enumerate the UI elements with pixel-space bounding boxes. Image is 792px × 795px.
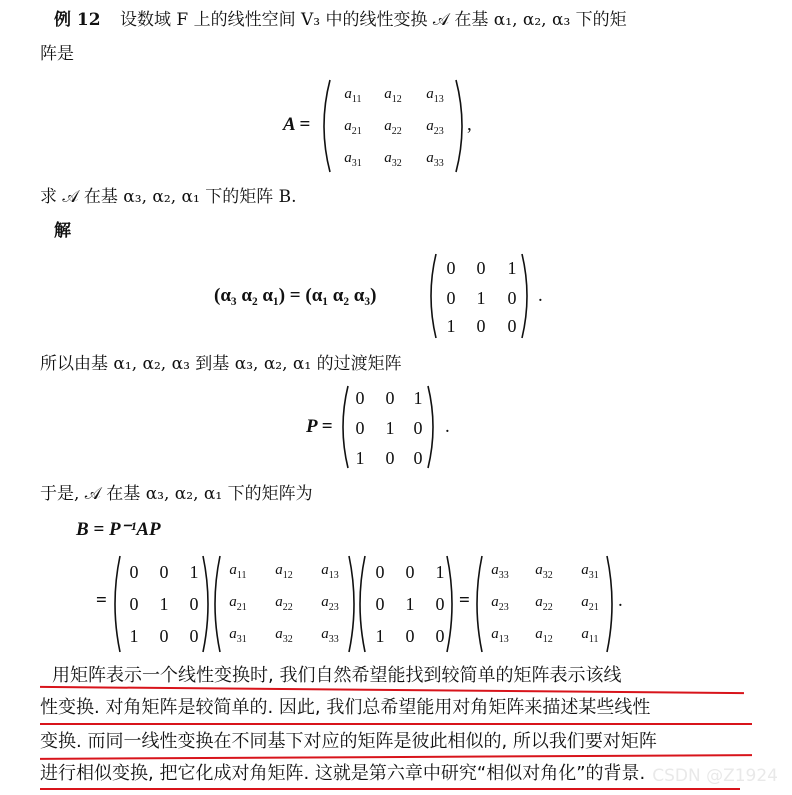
matrix-cell: $a_{21}$ [229, 594, 247, 613]
matrix-cell: 0 [507, 316, 517, 336]
m3-cells [360, 552, 454, 656]
watermark: CSDN @Z1924 [652, 766, 778, 786]
matrix-cell: 0 [129, 562, 139, 582]
matrix-cell: $a_{33}$ [491, 562, 509, 581]
matrix-cell: 0 [476, 258, 486, 278]
product-eq: = [96, 590, 107, 611]
matrix-cell: 0 [129, 594, 139, 614]
matrix-cell: 0 [355, 388, 365, 408]
paragraph-line-1: 用矩阵表示一个线性变换时, 我们自然希望能找到较简单的矩阵表示该线 [52, 665, 622, 686]
matrix-cell: 0 [405, 626, 415, 646]
matrix-cell: $a_{31}$ [344, 150, 362, 169]
product-eq2: = [459, 590, 470, 611]
matrix-cell: $a_{31}$ [581, 562, 599, 581]
matrix-cell: $a_{13}$ [426, 86, 444, 105]
matrix-a-lhs: A = [283, 114, 311, 135]
matrix-cell: $a_{12}$ [384, 86, 402, 105]
matrix-cell: $a_{33}$ [426, 150, 444, 169]
b-formula: B = P⁻¹AP [76, 519, 161, 540]
matrix-cell: $a_{21}$ [581, 594, 599, 613]
matrix-cell: 1 [129, 626, 139, 646]
matrix-cell: $a_{13}$ [491, 626, 509, 645]
matrix-cell: 0 [476, 316, 486, 336]
matrix-cell: $a_{22}$ [384, 118, 402, 137]
matrix-cell: 1 [435, 562, 445, 582]
matrix-cell: $a_{21}$ [344, 118, 362, 137]
result-text: 于是, 𝒜 在基 α₃, α₂, α₁ 下的矩阵为 [40, 484, 313, 504]
matrix-cell: 0 [405, 562, 415, 582]
example-label: 例 12 [54, 10, 101, 30]
matrix-cell: $a_{32}$ [275, 626, 293, 645]
matrix-cell: $a_{22}$ [535, 594, 553, 613]
matrix-cell: $a_{22}$ [275, 594, 293, 613]
example-text: 设数域 F 上的线性空间 V₃ 中的线性变换 𝒜 在基 α₁, α₂, α₃ 下的矩 [119, 10, 627, 30]
example-line-2: 阵是 [40, 44, 74, 64]
matrix-a-cells [318, 76, 468, 176]
matrix-cell: $a_{32}$ [535, 562, 553, 581]
matrix-cell: 0 [413, 418, 423, 438]
matrix-cell: $a_{12}$ [275, 562, 293, 581]
paragraph-line-3: 变换. 而同一线性变换在不同基下对应的矩阵是彼此相似的, 所以我们要对矩阵 [40, 731, 657, 752]
matrix-cell: 0 [385, 388, 395, 408]
matrix-p-cells [338, 382, 438, 472]
underline-2 [40, 723, 752, 725]
matrix-cell: 1 [189, 562, 199, 582]
basis-eq-trail: . [538, 285, 543, 306]
matrix-cell: 0 [507, 288, 517, 308]
product-trail: . [618, 590, 623, 611]
matrix-cell: $a_{32}$ [384, 150, 402, 169]
matrix-cell: 0 [435, 626, 445, 646]
matrix-cell: $a_{11}$ [344, 86, 362, 105]
matrix-cell: 0 [446, 258, 456, 278]
matrix-cell: 0 [189, 626, 199, 646]
question-text: 求 𝒜 在基 α₃, α₂, α₁ 下的矩阵 B. [40, 187, 297, 207]
underline-4 [40, 788, 740, 790]
matrix-cell: 0 [375, 562, 385, 582]
matrix-cell: 1 [507, 258, 517, 278]
matrix-cell: $a_{23}$ [491, 594, 509, 613]
matrix-cell: 1 [476, 288, 486, 308]
matrix-cell: 0 [375, 594, 385, 614]
m4-cells [478, 552, 614, 656]
matrix-p-lhs: P = [306, 416, 333, 437]
matrix-cell: 1 [405, 594, 415, 614]
matrix-cell: 0 [159, 626, 169, 646]
matrix-cell: 0 [189, 594, 199, 614]
matrix-cell: $a_{31}$ [229, 626, 247, 645]
m1-cells [114, 552, 210, 656]
matrix-cell: $a_{33}$ [321, 626, 339, 645]
matrix-cell: 1 [385, 418, 395, 438]
paragraph-line-4: 进行相似变换, 把它化成对角矩阵. 这就是第六章中研究“相似对角化”的背景. [40, 763, 646, 784]
matrix-cell: 1 [375, 626, 385, 646]
matrix-cell: 1 [413, 388, 423, 408]
matrix-p-trail: . [445, 416, 450, 437]
paragraph-line-2: 性变换. 对角矩阵是较简单的. 因此, 我们总希望能用对角矩阵来描述某些线性 [40, 697, 651, 718]
basis-eq-lhs: (α₃ α₂ α₁) = (α₁ α₂ α₃) [214, 285, 377, 306]
solution-label: 解 [54, 221, 71, 241]
matrix-cell: $a_{11}$ [581, 626, 599, 645]
basis-matrix-cells [426, 250, 532, 342]
matrix-cell: 1 [355, 448, 365, 468]
matrix-cell: 1 [446, 316, 456, 336]
m2-cells [216, 552, 354, 656]
matrix-cell: $a_{12}$ [535, 626, 553, 645]
matrix-cell: 0 [446, 288, 456, 308]
matrix-cell: 0 [159, 562, 169, 582]
matrix-cell: 1 [159, 594, 169, 614]
matrix-cell: 0 [355, 418, 365, 438]
matrix-cell: 0 [413, 448, 423, 468]
example-line-1 [54, 8, 627, 32]
matrix-cell: $a_{23}$ [321, 594, 339, 613]
matrix-cell: $a_{23}$ [426, 118, 444, 137]
matrix-cell: $a_{13}$ [321, 562, 339, 581]
matrix-cell: 0 [435, 594, 445, 614]
matrix-cell: 0 [385, 448, 395, 468]
transition-text: 所以由基 α₁, α₂, α₃ 到基 α₃, α₂, α₁ 的过渡矩阵 [40, 354, 402, 374]
matrix-a-trail: , [467, 114, 472, 135]
matrix-cell: $a_{11}$ [229, 562, 247, 581]
